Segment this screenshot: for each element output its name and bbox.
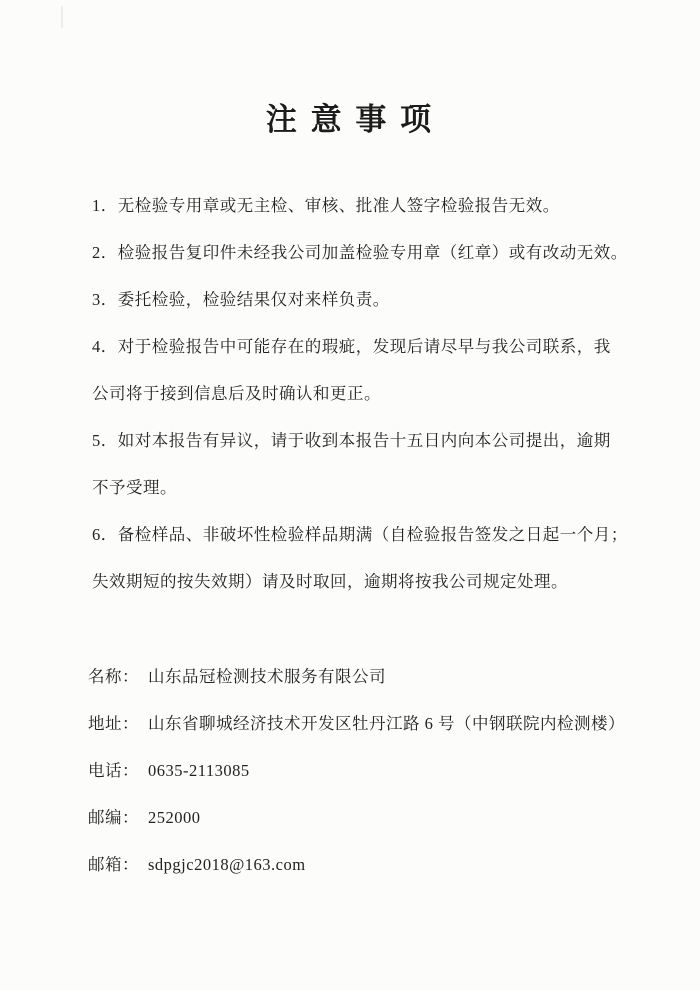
contact-value-phone: 0635-2113085	[148, 761, 250, 780]
note-line: 公司将于接到信息后及时确认和更正。	[92, 384, 381, 403]
note-line: 不予受理。	[92, 478, 177, 497]
contact-value-email: sdpgjc2018@163.com	[148, 855, 306, 874]
contact-value-postcode: 252000	[148, 808, 201, 827]
contact-row-name	[88, 653, 648, 700]
contact-row-postcode	[88, 794, 648, 841]
page-title: 注 意 事 项	[265, 102, 435, 137]
notes-list	[92, 182, 652, 605]
note-line: 4．对于检验报告中可能存在的瑕疵，发现后请尽早与我公司联系，我	[92, 337, 611, 356]
contact-label-postcode: 邮编：	[88, 808, 139, 827]
contact-value-name: 山东品冠检测技术服务有限公司	[148, 667, 386, 686]
contact-label-email: 邮箱：	[88, 855, 139, 874]
contact-value-address: 山东省聊城经济技术开发区牡丹江路 6 号（中钢联院内检测楼）	[148, 714, 625, 733]
contact-label-address: 地址：	[88, 714, 139, 733]
scan-edge-artifact	[0, 986, 700, 990]
note-line: 2．检验报告复印件未经我公司加盖检验专用章（红章）或有改动无效。	[92, 243, 628, 262]
note-line: 3．委托检验，检验结果仅对来样负责。	[92, 290, 390, 309]
note-line: 5．如对本报告有异议，请于收到本报告十五日内向本公司提出，逾期	[92, 431, 611, 450]
note-line: 失效期短的按失效期）请及时取回，逾期将按我公司规定处理。	[92, 572, 568, 591]
contact-label-phone: 电话：	[88, 761, 139, 780]
contact-row-phone	[88, 747, 648, 794]
contact-row-email	[88, 841, 648, 888]
scan-artifact-mark	[61, 6, 63, 28]
contact-label-name: 名称：	[88, 667, 139, 686]
note-line: 1．无检验专用章或无主检、审核、批准人签字检验报告无效。	[92, 196, 560, 215]
contact-info	[88, 653, 648, 888]
contact-row-address	[88, 700, 648, 747]
note-line: 6．备检样品、非破坏性检验样品期满（自检验报告签发之日起一个月；	[92, 525, 628, 544]
